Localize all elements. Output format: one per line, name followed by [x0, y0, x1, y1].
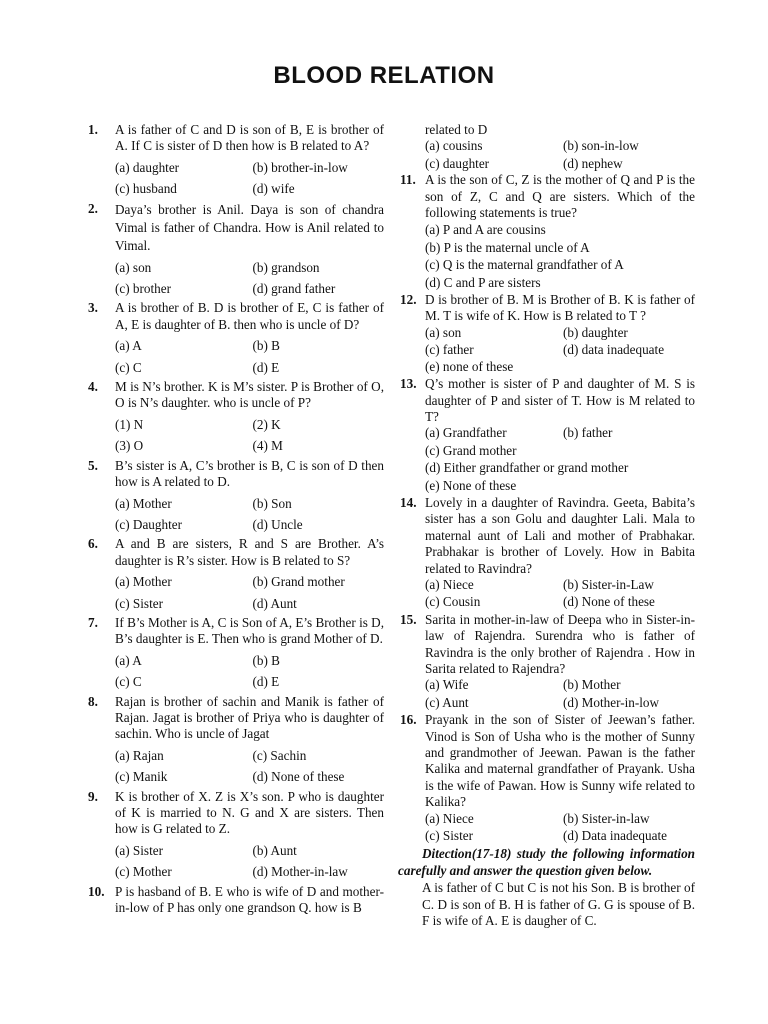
- option: (c) husband: [115, 181, 177, 197]
- options: [425, 222, 695, 291]
- question-5: [88, 458, 384, 534]
- options: [115, 417, 384, 455]
- option: (a) Rajan: [115, 747, 164, 763]
- option: (a) cousins: [425, 138, 483, 154]
- left-column: [88, 122, 384, 918]
- question-10: [88, 884, 384, 917]
- right-column: [398, 122, 695, 930]
- option: (d) Mother-in-law: [252, 864, 348, 880]
- option: (c) Sachin: [252, 747, 307, 763]
- option: (c) Q is the maternal grandfather of A: [425, 257, 624, 273]
- option: (b) P is the maternal uncle of A: [425, 239, 590, 255]
- question-number: 1.: [88, 122, 98, 137]
- question-text: D is brother of B. M is Brother of B. K is father of M. T is wife of K. How is B related to T ?: [425, 292, 695, 324]
- direction-paragraph: A is father of C but C is not his Son. B is brother of C. D is son of B. H is father of G. G is spouse of B. F is wife of A. E is daugher of C.: [422, 880, 695, 929]
- question-11: [398, 172, 695, 291]
- option: (d) C and P are sisters: [425, 274, 541, 290]
- question-text: K is brother of X. Z is X’s son. P who is daughter of K is married to N. G and X are sisters. Then how is G related to Z.: [115, 788, 384, 837]
- option: (c) Grand mother: [425, 442, 517, 458]
- option: (d) None of these: [563, 594, 655, 610]
- option: (c) Daughter: [115, 516, 182, 532]
- option: (b) grandson: [252, 259, 320, 275]
- option: (c) daughter: [425, 155, 490, 171]
- option: (d) grand father: [252, 281, 336, 297]
- question-4: [88, 379, 384, 455]
- options: [425, 443, 695, 494]
- question-text: Prayank in the son of Sister of Jeewan’s father. Vinod is Son of Usha who is the mother of Sunny and grandmother of Jeewan. Pawan is the father Kalika and maternal grandfather of Prayank. Usha is the wife of Pawan. How is Sunny wife related to Kalika?: [425, 712, 695, 810]
- options: [115, 748, 384, 786]
- option: (2) K: [252, 416, 281, 432]
- option: (d) Either grandfather or grand mother: [425, 460, 629, 476]
- question-13: [398, 376, 695, 494]
- option: (a) daughter: [115, 159, 180, 175]
- question-text: A and B are sisters, R and S are Brother. A’s daughter is R’s sister. How is B related to S?: [115, 536, 384, 568]
- option: (d) E: [252, 674, 280, 690]
- option: (a) Niece: [425, 810, 474, 826]
- question-text: Lovely in a daughter of Ravindra. Geeta, Babita’s sister has a son Golu and daughter Lali. Mala to maternal aunt of Lali and mother of Prabhakar. Prabhakar is brother of Lovely. How in Babita related to Ravindra?: [425, 494, 695, 576]
- option: (d) Aunt: [252, 595, 297, 611]
- options: [115, 338, 384, 376]
- option: (b) father: [563, 425, 613, 441]
- option: (a) Wife: [425, 677, 469, 693]
- options: [425, 577, 695, 611]
- options: [115, 496, 384, 534]
- question-text: A is brother of B. D is brother of E, C is father of A, E is daughter of B. then who is uncle of D?: [115, 300, 384, 332]
- question-9: [88, 789, 384, 881]
- option: (d) None of these: [252, 769, 345, 785]
- option: (c) father: [425, 342, 474, 358]
- option: (a) Mother: [115, 495, 172, 511]
- option: (e) None of these: [425, 477, 517, 493]
- question-14: [398, 495, 695, 611]
- option: (c) brother: [115, 281, 172, 297]
- question-8: [88, 694, 384, 786]
- option: (b) brother-in-low: [252, 159, 348, 175]
- option: (3) O: [115, 438, 144, 454]
- option: (c) Aunt: [425, 694, 469, 710]
- option: (a) Sister: [115, 842, 163, 858]
- option: (b) B: [252, 338, 280, 354]
- options: [115, 260, 384, 298]
- option: (a) Mother: [115, 574, 172, 590]
- question-10-continued: [398, 122, 695, 172]
- option: (c) Mother: [115, 864, 172, 880]
- option: (c) C: [115, 674, 142, 690]
- option: (a) A: [115, 338, 142, 354]
- option: (a) A: [115, 652, 142, 668]
- options: [425, 138, 695, 172]
- option: (e) none of these: [425, 358, 514, 374]
- options: [115, 653, 384, 691]
- option: (a) son: [115, 259, 152, 275]
- question-2: [88, 201, 384, 298]
- question-number: 11.: [400, 172, 416, 188]
- question-7: [88, 615, 384, 691]
- options: [115, 160, 384, 198]
- options: [425, 677, 695, 711]
- question-15: [398, 612, 695, 711]
- question-number: 2.: [88, 200, 98, 216]
- option: (a) P and A are cousins: [425, 222, 546, 238]
- question-12: [398, 292, 695, 375]
- options: [425, 811, 695, 845]
- option: (c) C: [115, 359, 142, 375]
- option: (b) Son: [252, 495, 292, 511]
- option: (b) Sister-in-Law: [563, 576, 654, 592]
- question-number: 6.: [88, 536, 98, 552]
- question-number: 14.: [400, 494, 417, 510]
- question-6: [88, 536, 384, 612]
- question-text: related to D: [425, 122, 488, 137]
- question-text: Rajan is brother of sachin and Manik is father of Rajan. Jagat is brother of Priya who is daughter of sachin. Who is uncle of Jagat: [115, 693, 384, 742]
- option: (a) son: [425, 324, 462, 340]
- question-text: P is hasband of B. E who is wife of D and mother-in-low of P has only one grandson Q. how is B: [115, 883, 384, 916]
- option: (b) Mother: [563, 677, 621, 693]
- question-number: 5.: [88, 457, 98, 473]
- option: (c) Manik: [115, 769, 168, 785]
- option: (a) Niece: [425, 576, 474, 592]
- option: (b) daughter: [563, 324, 628, 340]
- options: [115, 843, 384, 881]
- option: (a) Grandfather: [425, 425, 507, 441]
- question-number: 15.: [400, 611, 417, 627]
- option: (c) Cousin: [425, 594, 481, 610]
- option: (d) Data inadequate: [563, 828, 667, 844]
- question-number: 9.: [88, 788, 98, 804]
- question-text: Daya’s brother is Anil. Daya is son of chandra Vimal is father of Chandra. How is Anil related to Vimal.: [115, 201, 384, 253]
- option: (d) Uncle: [252, 516, 303, 532]
- question-number: 10.: [88, 883, 105, 899]
- question-number: 4.: [88, 379, 98, 395]
- question-number: 12.: [400, 292, 417, 308]
- question-text: Q’s mother is sister of P and daughter of M. S is daughter of P and sister of T. How is M related to T?: [425, 376, 695, 424]
- question-text: M is N’s brother. K is M’s sister. P is Brother of O, O is N’s daughter. who is uncle of P?: [115, 379, 384, 411]
- option: (1) N: [115, 416, 144, 432]
- question-text: If B’s Mother is A, C is Son of A, E’s Brother is D, B’s daughter is E. Then who is grand Mother of D.: [115, 614, 384, 647]
- option: (b) son-in-low: [563, 138, 639, 154]
- option: (d) wife: [252, 181, 295, 197]
- question-number: 13.: [400, 376, 417, 392]
- question-text: A is father of C and D is son of B, E is brother of A. If C is sister of D then how is B related to A?: [115, 122, 384, 154]
- question-1: [88, 122, 384, 198]
- option: (b) Sister-in-law: [563, 810, 650, 826]
- option: (d) nephew: [563, 155, 623, 171]
- question-number: 3.: [88, 300, 98, 316]
- options: [115, 574, 384, 612]
- option: (b) Aunt: [252, 842, 297, 858]
- option: (c) Sister: [425, 828, 473, 844]
- question-3: [88, 300, 384, 376]
- option: (d) data inadequate: [563, 342, 665, 358]
- options: [425, 425, 695, 441]
- option: (4) M: [252, 438, 283, 454]
- question-16: [398, 712, 695, 844]
- question-number: 7.: [88, 614, 98, 630]
- question-text: Sarita in mother-in-law of Deepa who in Sister-in-law of Rajendra. Surendra who is father of Ravindra is the only brother of Rajendra . How in Sarita related to Rajendra?: [425, 611, 695, 676]
- direction-heading: Ditection(17-18) study the following information carefully and answer the question given below.: [398, 846, 695, 878]
- option: (b) Grand mother: [252, 574, 345, 590]
- option: (d) E: [252, 359, 280, 375]
- option: (c) Sister: [115, 595, 163, 611]
- question-text: A is the son of C, Z is the mother of Q and P is the son of Z, C and Q are sisters. Which of the following statements is true?: [425, 172, 695, 221]
- question-number: 16.: [400, 712, 417, 728]
- options: [425, 325, 695, 359]
- option: (d) Mother-in-low: [563, 694, 660, 710]
- option: (b) B: [252, 652, 280, 668]
- question-text: B’s sister is A, C’s brother is B, C is son of D then how is A related to D.: [115, 457, 384, 490]
- question-number: 8.: [88, 693, 98, 709]
- page-title: BLOOD RELATION: [273, 62, 495, 89]
